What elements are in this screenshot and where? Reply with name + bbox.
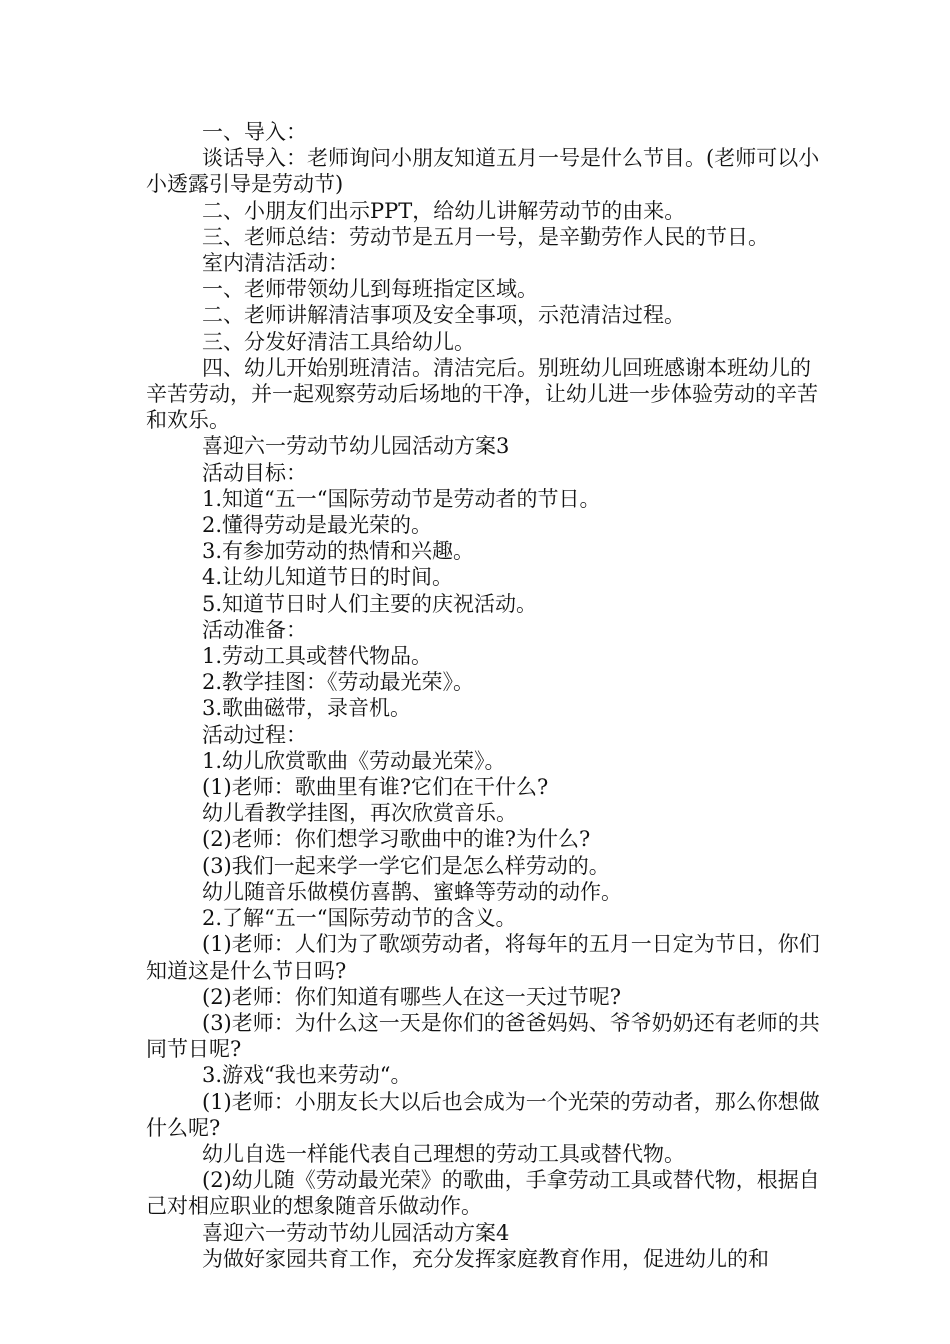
paragraph: 4.让幼儿知道节日的时间。	[202, 565, 454, 590]
section-heading: 喜迎六一劳动节幼儿园活动方案4	[202, 1220, 510, 1245]
paragraph: 一、老师带领幼儿到每班指定区域。	[202, 277, 538, 302]
paragraph: 幼儿看教学挂图，再次欣赏音乐。	[202, 801, 517, 826]
paragraph: 2.懂得劳动是最光荣的。	[202, 513, 433, 538]
paragraph: 三、分发好清洁工具给幼儿。	[202, 329, 475, 354]
paragraph: (3)我们一起来学一学它们是怎么样劳动的。	[202, 853, 610, 878]
paragraph: 3.游戏“我也来劳动“。	[202, 1063, 412, 1088]
paragraph: (3)老师：为什么这一天是你们的爸爸妈妈、爷爷奶奶还有老师的共同节日呢?	[146, 1010, 820, 1062]
paragraph: (1)老师：人们为了歌颂劳动者，将每年的五月一日定为节日，你们知道这是什么节日吗?	[146, 932, 820, 983]
paragraph: 一、导入：	[202, 120, 307, 144]
paragraph: 二、小朋友们出示PPT，给幼儿讲解劳动节的由来。	[202, 198, 686, 223]
paragraph: (2)老师：你们知道有哪些人在这一天过节呢?	[202, 984, 622, 1009]
paragraph: 2.教学挂图：《劳动最光荣》。	[202, 670, 475, 695]
paragraph: (2)老师：你们想学习歌曲中的谁?为什么?	[202, 827, 591, 852]
section-heading: 喜迎六一劳动节幼儿园活动方案3	[202, 434, 510, 459]
paragraph: (2)幼儿随《劳动最光荣》的歌曲，手拿劳动工具或替代物，根据自己对相应职业的想象随音乐做动作。	[146, 1168, 820, 1219]
paragraph: 5.知道节日时人们主要的庆祝活动。	[202, 591, 538, 616]
paragraph: 1.劳动工具或替代物品。	[202, 644, 433, 669]
paragraph: 活动过程：	[202, 722, 307, 747]
paragraph: 活动目标：	[202, 460, 307, 485]
paragraph: 幼儿随音乐做模仿喜鹊、蜜蜂等劳动的动作。	[202, 879, 622, 904]
paragraph: 1.幼儿欣赏歌曲《劳动最光荣》。	[202, 748, 506, 773]
paragraph: 谈话导入：老师询问小朋友知道五月一号是什么节目。(老师可以小小透露引导是劳动节)	[146, 146, 820, 197]
paragraph: 活动准备：	[202, 617, 307, 642]
paragraph: 四、幼儿开始别班清洁。清洁完后。别班幼儿回班感谢本班幼儿的辛苦劳动，并一起观察劳动后场地的干净，让幼儿进一步体验劳动的辛苦和欢乐。	[146, 355, 818, 433]
paragraph: (1)老师：小朋友长大以后也会成为一个光荣的劳动者，那么你想做什么呢?	[146, 1089, 820, 1140]
paragraph: 3.歌曲磁带，录音机。	[202, 696, 412, 721]
paragraph: 1.知道“五一“国际劳动节是劳动者的节日。	[202, 486, 601, 511]
document-body	[146, 119, 826, 1272]
paragraph: 三、老师总结：劳动节是五月一号，是辛勤劳作人民的节日。	[202, 224, 769, 249]
paragraph: 幼儿自选一样能代表自己理想的劳动工具或替代物。	[202, 1141, 685, 1166]
paragraph: 2.了解“五一“国际劳动节的含义。	[202, 906, 517, 931]
paragraph: 二、老师讲解清洁事项及安全事项，示范清洁过程。	[202, 303, 685, 328]
paragraph: (1)老师：歌曲里有谁?它们在干什么?	[202, 775, 549, 800]
paragraph: 室内清洁活动：	[202, 251, 349, 276]
paragraph: 为做好家园共育工作，充分发挥家庭教育作用，促进幼儿的和	[202, 1246, 769, 1271]
paragraph: 3.有参加劳动的热情和兴趣。	[202, 539, 475, 564]
